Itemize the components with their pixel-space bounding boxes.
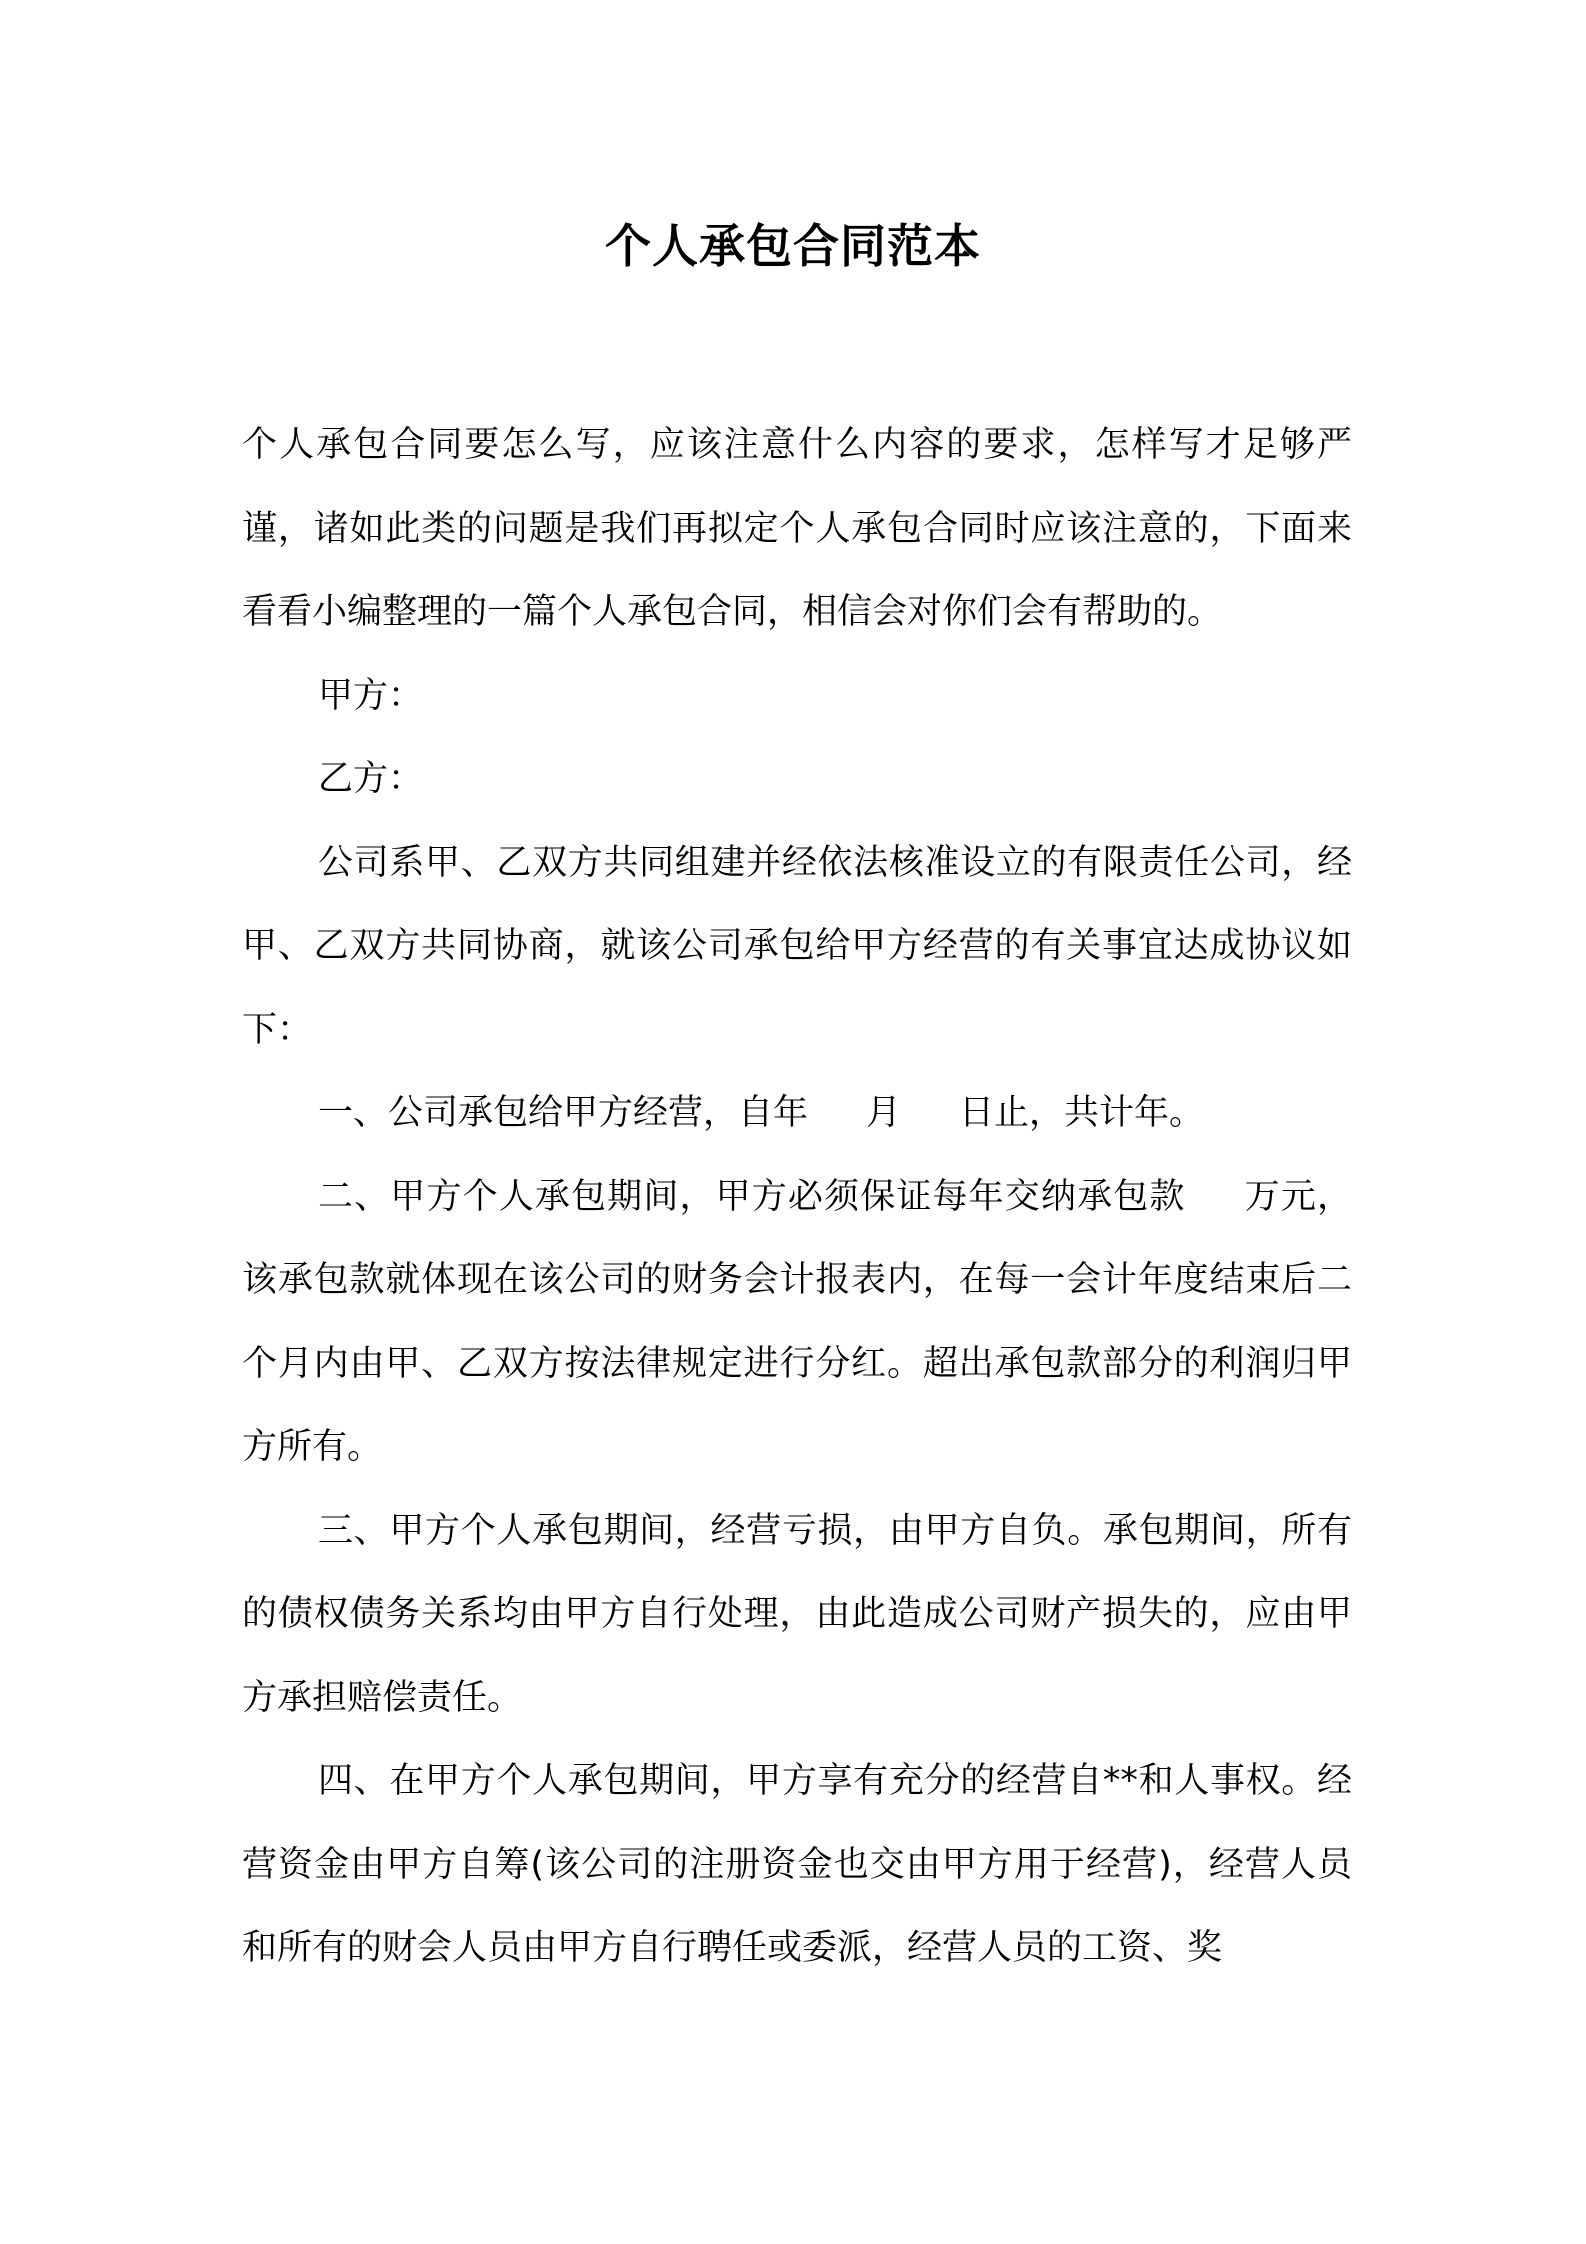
clause-1-paragraph <box>242 1072 1352 1156</box>
party-a-line: 甲方： <box>318 675 424 716</box>
clause-4-paragraph: 四、在甲方个人承包期间，甲方享有充分的经营自**和人事权。经营资金由甲方自筹(该公司的注册资金也交由甲方用于经营)，经营人员和所有的财会人员由甲方自行聘任或委派，经营人员的工资、奖 <box>242 1761 1352 1968</box>
clause-3-paragraph: 三、甲方个人承包期间，经营亏损，由甲方自负。承包期间，所有的债权债务关系均由甲方自行处理，由此造成公司财产损失的，应由甲方承担赔偿责任。 <box>242 1510 1352 1718</box>
clause-2-part-1: 二、甲方个人承包期间，甲方必须保证每年交纳承包款 <box>318 1176 1186 1217</box>
document-title: 个人承包合同范本 <box>605 219 981 273</box>
preamble-paragraph: 公司系甲、乙双方共同组建并经依法核准设立的有限责任公司，经甲、乙双方共同协商，就该公司承包给甲方经营的有关事宜达成协议如下： <box>242 842 1352 1050</box>
clause-1-part-3: 日止，共计年。 <box>959 1093 1205 1133</box>
clause-2-paragraph <box>242 1156 1352 1490</box>
document-body <box>242 404 1352 1991</box>
clause-1-part-2: 月 <box>866 1093 902 1133</box>
clause-2-part-2: 万元，该承包款就体现在该公司的财务会计报表内，在每一会计年度结束后二个月内由甲、乙双方按法律规定进行分红。超出承包款部分的利润归甲方所有。 <box>242 1176 1352 1467</box>
clause-1-part-1: 一、公司承包给甲方经营，自年 <box>318 1093 809 1133</box>
intro-paragraph: 个人承包合同要怎么写，应该注意什么内容的要求，怎样写才足够严谨，诸如此类的问题是我们再拟定个人承包合同时应该注意的，下面来看看小编整理的一篇个人承包合同，相信会对你们会有帮助的。 <box>242 425 1352 632</box>
party-b-line: 乙方： <box>318 759 424 799</box>
